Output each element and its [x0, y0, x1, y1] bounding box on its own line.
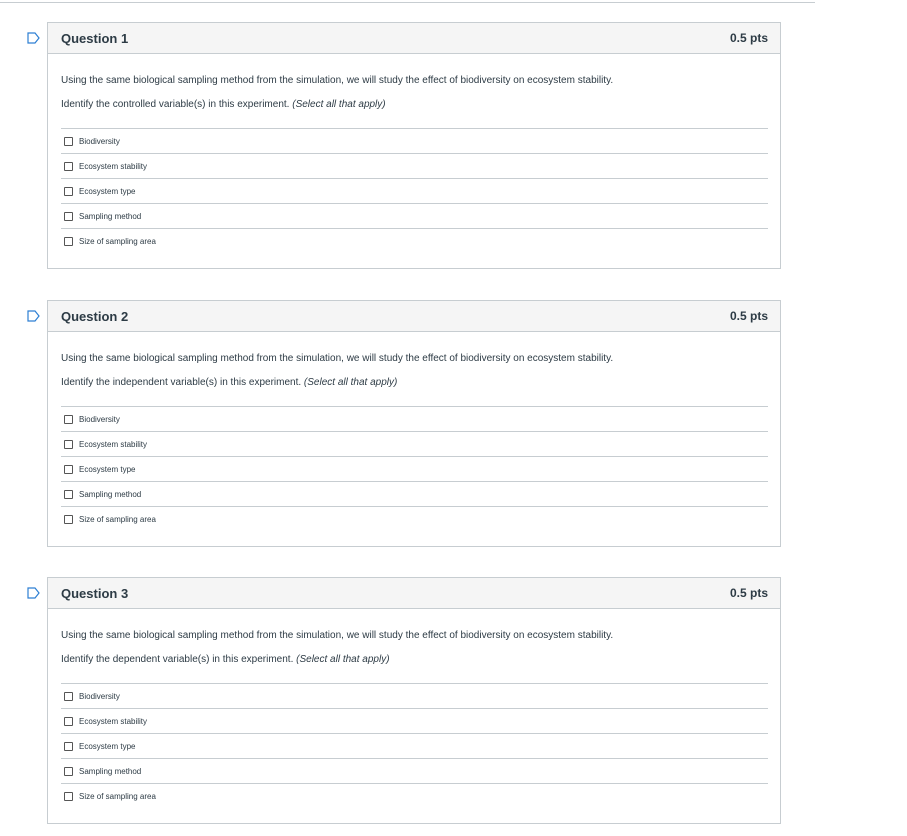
question-points: 0.5 pts — [729, 31, 768, 45]
instruction-hint: (Select all that apply) — [296, 654, 390, 665]
checkbox-icon[interactable] — [64, 742, 73, 751]
checkbox-icon[interactable] — [64, 792, 73, 801]
checkbox-icon[interactable] — [64, 717, 73, 726]
checkbox-icon[interactable] — [64, 237, 73, 246]
question-3 — [47, 577, 781, 824]
instruction-hint: (Select all that apply) — [303, 377, 398, 388]
question-instruction — [61, 642, 768, 666]
answer-option-ecosystem-stability[interactable] — [61, 154, 768, 179]
question-instruction — [61, 87, 768, 111]
answer-option-size-of-sampling-area[interactable] — [61, 229, 768, 254]
answer-label: Size of sampling area — [79, 792, 156, 801]
answer-label: Size of sampling area — [79, 515, 156, 524]
checkbox-icon[interactable] — [64, 515, 73, 524]
answer-label: Ecosystem stability — [79, 439, 148, 449]
instruction-text: Identify the controlled variable(s) in this experiment. — [61, 99, 290, 110]
answer-option-biodiversity[interactable] — [61, 684, 768, 709]
checkbox-icon[interactable] — [64, 187, 73, 196]
checkbox-icon[interactable] — [64, 415, 73, 424]
question-1 — [47, 22, 781, 269]
answer-option-sampling-method[interactable] — [61, 482, 768, 507]
question-body — [48, 609, 780, 809]
answer-label: Biodiversity — [79, 136, 120, 146]
question-header — [48, 301, 780, 332]
answer-label: Size of sampling area — [79, 237, 156, 246]
flag-icon[interactable] — [27, 310, 41, 322]
flag-icon[interactable] — [27, 32, 41, 44]
answer-label: Sampling method — [79, 211, 142, 221]
answer-list — [61, 128, 768, 254]
answer-label: Sampling method — [79, 489, 142, 499]
answer-list — [61, 406, 768, 532]
checkbox-icon[interactable] — [64, 440, 73, 449]
answer-label: Ecosystem type — [79, 464, 136, 474]
answer-label: Sampling method — [79, 766, 142, 776]
question-body — [48, 54, 780, 254]
flag-icon[interactable] — [27, 587, 41, 599]
answer-option-sampling-method[interactable] — [61, 759, 768, 784]
answer-option-size-of-sampling-area[interactable] — [61, 784, 768, 809]
instruction-text: Identify the dependent variable(s) in this experiment. — [61, 654, 294, 665]
question-text: Using the same biological sampling method from the simulation, we will study the effect of biodiversity on ecosystem stability. — [61, 630, 614, 641]
answer-option-ecosystem-stability[interactable] — [61, 709, 768, 734]
answer-label: Ecosystem stability — [79, 161, 148, 171]
question-2 — [47, 300, 781, 547]
answer-list — [61, 683, 768, 809]
answer-option-biodiversity[interactable] — [61, 407, 768, 432]
checkbox-icon[interactable] — [64, 490, 73, 499]
checkbox-icon[interactable] — [64, 137, 73, 146]
instruction-hint: (Select all that apply) — [292, 99, 386, 110]
question-points: 0.5 pts — [729, 586, 768, 600]
question-points: 0.5 pts — [729, 309, 768, 323]
checkbox-icon[interactable] — [64, 767, 73, 776]
checkbox-icon[interactable] — [64, 692, 73, 701]
checkbox-icon[interactable] — [64, 212, 73, 221]
answer-option-ecosystem-type[interactable] — [61, 179, 768, 204]
question-instruction — [61, 365, 768, 389]
answer-option-ecosystem-stability[interactable] — [61, 432, 768, 457]
answer-option-ecosystem-type[interactable] — [61, 457, 768, 482]
question-title: Question 2 — [61, 308, 129, 324]
question-text: Using the same biological sampling method from the simulation, we will study the effect of biodiversity on ecosystem stability. — [61, 75, 614, 86]
answer-label: Ecosystem type — [79, 741, 136, 751]
question-title: Question 3 — [61, 585, 129, 601]
question-text: Using the same biological sampling method from the simulation, we will study the effect of biodiversity on ecosystem stability. — [61, 353, 614, 364]
answer-option-size-of-sampling-area[interactable] — [61, 507, 768, 532]
answer-option-ecosystem-type[interactable] — [61, 734, 768, 759]
question-header — [48, 578, 780, 609]
answer-label: Biodiversity — [79, 414, 120, 424]
answer-label: Biodiversity — [79, 691, 120, 701]
question-header — [48, 23, 780, 54]
answer-option-sampling-method[interactable] — [61, 204, 768, 229]
question-title: Question 1 — [61, 30, 129, 46]
checkbox-icon[interactable] — [64, 162, 73, 171]
question-body — [48, 332, 780, 532]
answer-label: Ecosystem stability — [79, 716, 148, 726]
top-divider — [0, 2, 815, 3]
checkbox-icon[interactable] — [64, 465, 73, 474]
instruction-text: Identify the independent variable(s) in this experiment. — [61, 377, 302, 388]
answer-label: Ecosystem type — [79, 186, 136, 196]
answer-option-biodiversity[interactable] — [61, 129, 768, 154]
